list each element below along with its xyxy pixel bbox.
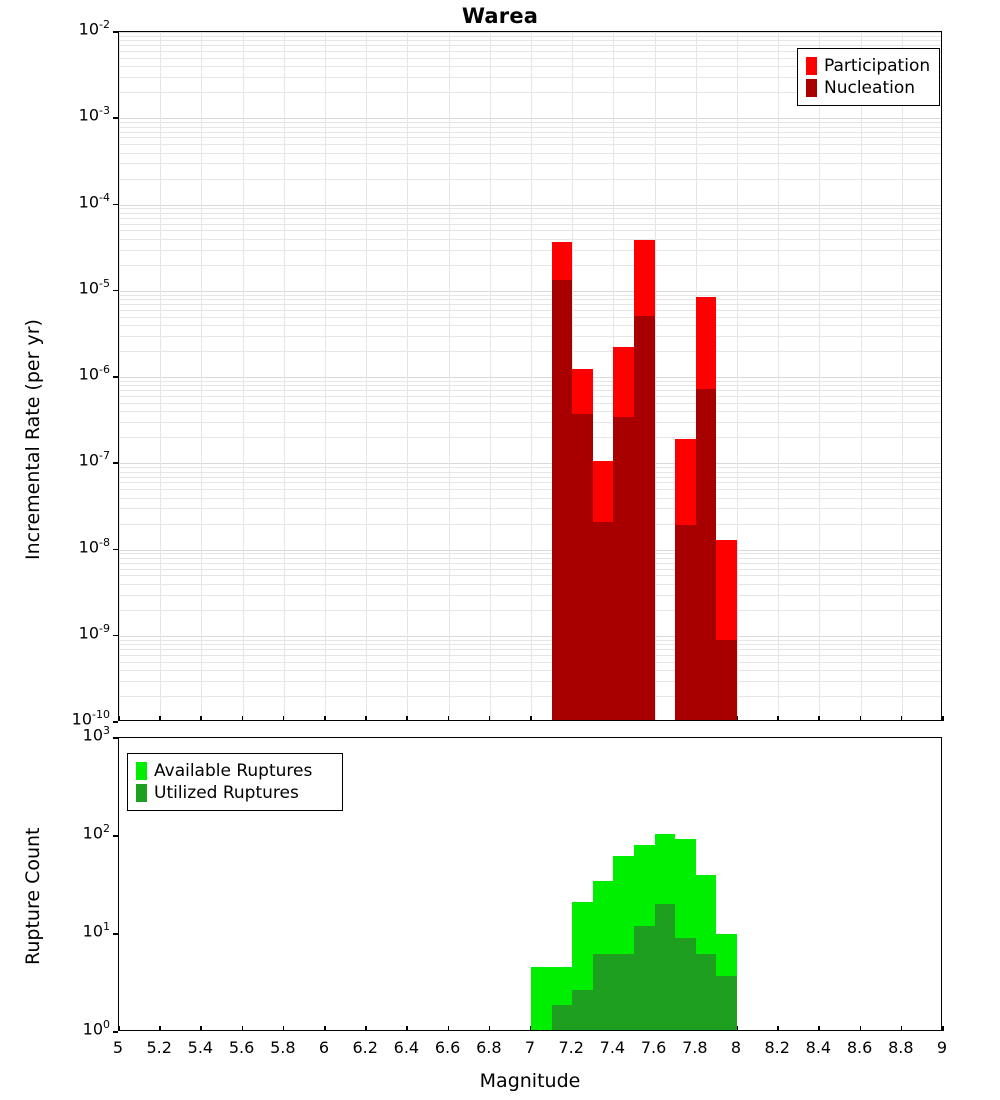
x-tick-mark (159, 1026, 161, 1031)
x-tick-mark (200, 716, 202, 721)
legend-label: Participation (824, 56, 931, 76)
bar (716, 640, 737, 721)
y-tick-label: $10^3$ (82, 724, 110, 745)
bar (613, 954, 634, 1031)
x-tick-label: 8.2 (764, 1038, 790, 1057)
x-tick-label: 6.6 (434, 1038, 461, 1057)
x-tick-mark (242, 716, 244, 721)
x-tick-mark (406, 716, 408, 721)
y-tick-mark (113, 721, 118, 723)
bar (552, 280, 573, 722)
gridline (366, 32, 367, 720)
gridline (407, 32, 408, 720)
y-tick-label: $10^{-5}$ (78, 276, 110, 298)
legend-swatch-utilized-ruptures (136, 784, 147, 802)
bar (613, 417, 634, 721)
x-tick-label: 7.6 (640, 1038, 667, 1057)
gridline (284, 32, 285, 720)
bar (552, 1005, 573, 1031)
x-tick-label: 5.2 (146, 1038, 172, 1057)
bottom-legend (127, 753, 343, 811)
incremental-rate-plot (118, 31, 942, 721)
x-tick-mark (777, 716, 779, 721)
y-tick-mark (113, 933, 118, 935)
x-tick-mark (406, 1026, 408, 1031)
x-tick-mark (777, 1026, 779, 1031)
x-tick-label: 7.8 (682, 1038, 708, 1057)
x-tick-mark (283, 1026, 285, 1031)
top-legend (797, 48, 940, 106)
gridline (819, 32, 820, 720)
y-tick-label: $10^0$ (82, 1018, 110, 1039)
gridline (449, 32, 450, 720)
y-tick-label: $10^{-2}$ (78, 18, 110, 39)
x-tick-mark (365, 716, 367, 721)
x-tick-label: 7.4 (599, 1038, 626, 1057)
x-tick-mark (942, 1026, 944, 1031)
y-tick-mark (113, 117, 118, 119)
x-tick-mark (489, 716, 491, 721)
gridline (201, 32, 202, 720)
gridline (160, 32, 161, 720)
x-tick-mark (118, 716, 120, 721)
gridline (119, 32, 120, 720)
x-tick-mark (159, 716, 161, 721)
x-tick-mark (283, 716, 285, 721)
y-tick-mark (113, 737, 118, 739)
bar (655, 904, 676, 1031)
legend-item (806, 77, 930, 99)
bar (675, 938, 696, 1031)
y-tick-label: $10^2$ (82, 822, 110, 843)
y-tick-label: $10^{-4}$ (78, 190, 110, 211)
x-tick-mark (818, 716, 820, 721)
x-tick-label: 7 (524, 1038, 536, 1057)
legend-swatch-nucleation (806, 79, 817, 97)
legend-label: Available Ruptures (154, 761, 313, 781)
bar (716, 976, 737, 1031)
y-tick-mark (113, 1031, 118, 1033)
gridline (490, 32, 491, 720)
x-tick-label: 5.4 (187, 1038, 214, 1057)
x-tick-mark (818, 1026, 820, 1031)
legend-label: Utilized Ruptures (154, 783, 299, 803)
gridline (778, 32, 779, 720)
bar (696, 389, 717, 721)
legend-label: Nucleation (824, 78, 916, 98)
gridline (861, 32, 862, 720)
y-tick-mark (113, 376, 118, 378)
x-tick-mark (118, 1026, 120, 1031)
y-tick-label: $10^{-10}$ (71, 708, 110, 729)
x-tick-mark (901, 716, 903, 721)
legend-swatch-available-ruptures (136, 762, 147, 780)
y-tick-mark (113, 549, 118, 551)
x-tick-mark (860, 1026, 862, 1031)
y-tick-label: $10^{-8}$ (78, 535, 110, 556)
x-tick-label: 9 (936, 1038, 948, 1057)
x-tick-label: 6 (318, 1038, 330, 1057)
x-tick-label: 5.8 (270, 1038, 296, 1057)
y-tick-mark (113, 31, 118, 33)
x-tick-mark (365, 1026, 367, 1031)
x-tick-label: 5.6 (228, 1038, 255, 1057)
y-tick-mark (113, 462, 118, 464)
y-tick-mark (113, 635, 118, 637)
y-tick-label: $10^{-9}$ (78, 621, 110, 643)
x-tick-mark (860, 716, 862, 721)
bar (696, 954, 717, 1031)
legend-item (136, 782, 333, 804)
x-tick-mark (200, 1026, 202, 1031)
x-tick-label: 6.2 (352, 1038, 378, 1057)
x-tick-label: 5 (112, 1038, 124, 1057)
x-tick-mark (530, 716, 532, 721)
gridline (902, 32, 903, 720)
y-tick-label: $10^{-3}$ (78, 104, 110, 125)
gridline (655, 32, 656, 720)
page-title: Warea (461, 4, 539, 28)
x-tick-label: 8.6 (846, 1038, 873, 1057)
gridline (737, 32, 738, 720)
x-tick-mark (489, 1026, 491, 1031)
legend-item (136, 760, 333, 782)
y-tick-label: $10^{-7}$ (78, 449, 110, 470)
bottom-y-axis-label: Rupture Count (22, 827, 44, 965)
x-tick-mark (901, 1026, 903, 1031)
bar (593, 954, 614, 1031)
y-tick-mark (113, 204, 118, 206)
x-tick-label: 8.4 (805, 1038, 832, 1057)
x-tick-label: 6.8 (476, 1038, 502, 1057)
bar (572, 414, 593, 721)
gridline (243, 32, 244, 720)
top-y-axis-label: Incremental Rate (per yr) (22, 319, 44, 560)
legend-swatch-participation (806, 57, 817, 75)
legend-item (806, 55, 930, 77)
bar (675, 525, 696, 721)
x-tick-mark (324, 716, 326, 721)
x-tick-mark (324, 1026, 326, 1031)
y-tick-mark (113, 290, 118, 292)
bar (572, 990, 593, 1031)
x-tick-mark (448, 716, 450, 721)
y-tick-label: $10^{-6}$ (78, 363, 110, 384)
x-tick-label: 8.8 (888, 1038, 914, 1057)
y-tick-mark (113, 835, 118, 837)
gridline (325, 32, 326, 720)
x-axis-label: Magnitude (479, 1070, 581, 1092)
x-tick-label: 6.4 (393, 1038, 420, 1057)
x-tick-mark (448, 1026, 450, 1031)
bar (634, 926, 655, 1031)
gridline (531, 32, 532, 720)
x-tick-mark (242, 1026, 244, 1031)
x-tick-label: 8 (730, 1038, 742, 1057)
bar (634, 316, 655, 721)
y-tick-label: $10^1$ (82, 920, 110, 941)
bar (593, 522, 614, 721)
x-tick-mark (942, 716, 944, 721)
x-tick-label: 7.2 (558, 1038, 584, 1057)
bar (531, 967, 552, 1031)
